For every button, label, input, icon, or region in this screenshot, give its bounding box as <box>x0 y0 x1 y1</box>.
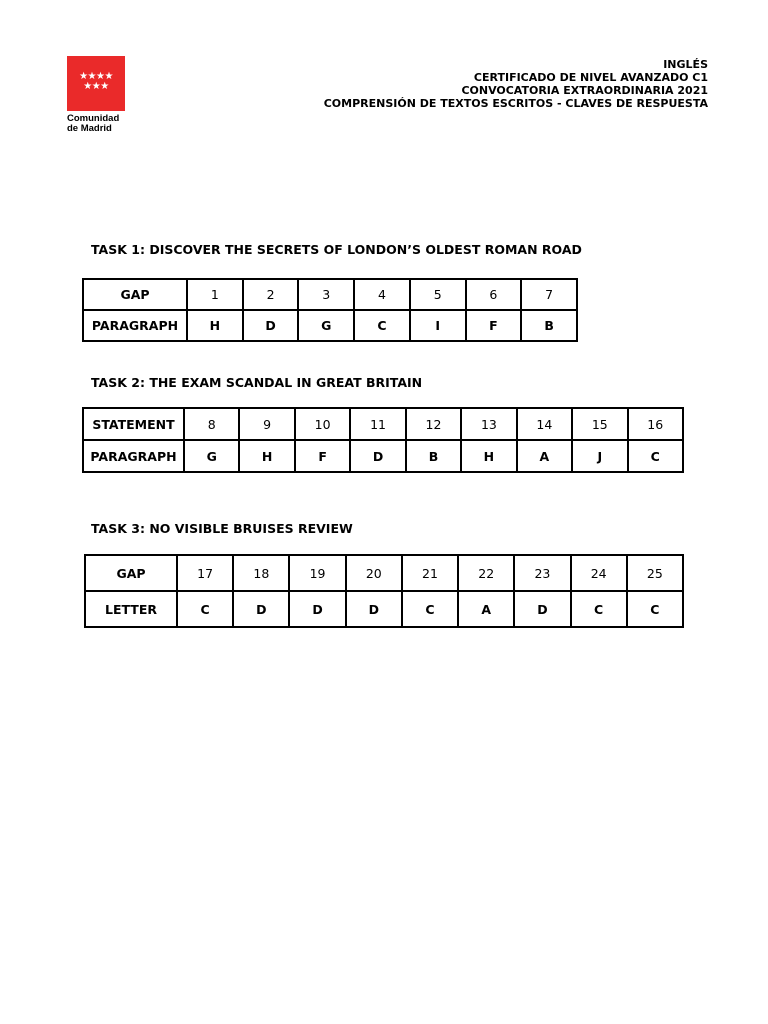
table-row <box>83 279 577 310</box>
answer-cell: A <box>458 591 514 627</box>
gap-number: 23 <box>514 555 570 591</box>
answer-cell: H <box>461 440 516 472</box>
statement-number: 8 <box>184 408 239 440</box>
answer-cell: I <box>410 310 466 341</box>
logo-caption: Comunidad de Madrid <box>67 113 120 134</box>
gap-number: 18 <box>233 555 289 591</box>
document-header <box>324 58 708 110</box>
answer-cell: F <box>295 440 350 472</box>
answer-cell: D <box>346 591 402 627</box>
header-call: CONVOCATORIA EXTRAORDINARIA 2021 <box>461 84 708 97</box>
statement-number: 15 <box>572 408 627 440</box>
statement-number: 9 <box>239 408 294 440</box>
logo-stars-top: ★★★★ <box>79 71 113 82</box>
gap-number: 24 <box>571 555 627 591</box>
statement-number: 16 <box>628 408 684 440</box>
answer-cell: C <box>177 591 233 627</box>
statement-number: 11 <box>350 408 405 440</box>
task-2-title: TASK 2: THE EXAM SCANDAL IN GREAT BRITAIN <box>91 375 423 390</box>
answer-cell: G <box>184 440 239 472</box>
answer-cell: D <box>289 591 345 627</box>
table-row <box>83 310 577 341</box>
comunidad-de-madrid-logo <box>67 56 125 134</box>
gap-number: 22 <box>458 555 514 591</box>
gap-number: 20 <box>346 555 402 591</box>
row-label: LETTER <box>85 591 177 627</box>
answer-cell: C <box>628 440 684 472</box>
answer-cell: D <box>243 310 299 341</box>
answer-cell: C <box>627 591 683 627</box>
gap-number: 7 <box>521 279 577 310</box>
answer-cell: C <box>571 591 627 627</box>
gap-number: 1 <box>187 279 243 310</box>
gap-number: 6 <box>466 279 522 310</box>
row-label: PARAGRAPH <box>83 440 184 472</box>
answer-cell: D <box>514 591 570 627</box>
answer-cell: C <box>402 591 458 627</box>
task-2-answer-table <box>82 407 684 473</box>
answer-cell: B <box>521 310 577 341</box>
gap-number: 5 <box>410 279 466 310</box>
answer-cell: A <box>517 440 572 472</box>
gap-number: 2 <box>243 279 299 310</box>
gap-number: 21 <box>402 555 458 591</box>
task-3-answer-table <box>84 554 684 628</box>
gap-number: 19 <box>289 555 345 591</box>
gap-number: 25 <box>627 555 683 591</box>
statement-number: 10 <box>295 408 350 440</box>
logo-stars-bottom: ★★★ <box>83 81 109 92</box>
header-certificate: CERTIFICADO DE NIVEL AVANZADO C1 <box>473 71 708 84</box>
table-row <box>83 440 683 472</box>
header-subject: INGLÉS <box>663 58 708 71</box>
answer-cell: F <box>466 310 522 341</box>
task-1-answer-table <box>82 278 578 342</box>
statement-number: 12 <box>406 408 461 440</box>
table-row <box>83 408 683 440</box>
table-row <box>85 591 683 627</box>
answer-cell: D <box>350 440 405 472</box>
task-1-title: TASK 1: DISCOVER THE SECRETS OF LONDON’S OLDEST ROMAN ROAD <box>91 242 582 257</box>
row-label: GAP <box>83 279 187 310</box>
gap-number: 4 <box>354 279 410 310</box>
table-row <box>85 555 683 591</box>
row-label: STATEMENT <box>83 408 184 440</box>
header-section: COMPRENSIÓN DE TEXTOS ESCRITOS - CLAVES DE RESPUESTA <box>323 97 708 110</box>
answer-cell: B <box>406 440 461 472</box>
answer-cell: G <box>298 310 354 341</box>
answer-cell: J <box>572 440 627 472</box>
row-label: PARAGRAPH <box>83 310 187 341</box>
row-label: GAP <box>85 555 177 591</box>
answer-cell: H <box>239 440 294 472</box>
answer-cell: D <box>233 591 289 627</box>
gap-number: 3 <box>298 279 354 310</box>
task-3-title: TASK 3: NO VISIBLE BRUISES REVIEW <box>91 521 353 536</box>
statement-number: 13 <box>461 408 516 440</box>
answer-cell: C <box>354 310 410 341</box>
gap-number: 17 <box>177 555 233 591</box>
answer-cell: H <box>187 310 243 341</box>
logo-flag <box>67 56 125 111</box>
statement-number: 14 <box>517 408 572 440</box>
